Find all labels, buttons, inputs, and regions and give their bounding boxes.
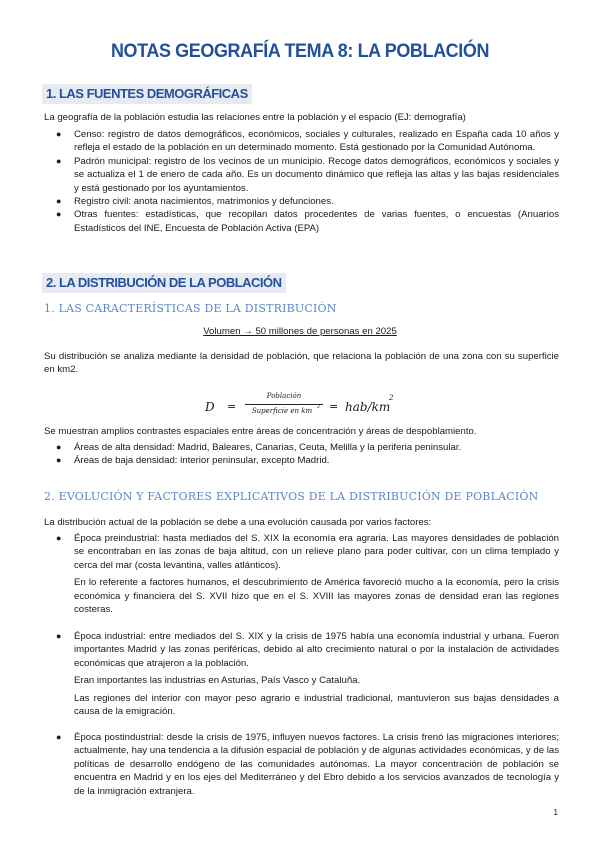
eras-list-postindustrial <box>56 731 559 798</box>
subsection-1-heading: 1. LAS CARACTERÍSTICAS DE LA DISTRIBUCIÓN <box>44 302 337 315</box>
eras-list <box>56 532 559 616</box>
sources-list <box>56 128 559 235</box>
volumen-line: Volumen → 50 millones de personas en 2025 <box>203 326 397 337</box>
bullet-icon: ● <box>56 442 62 452</box>
list-item: ● Otras fuentes: estadísticas, que recopilan datos procedentes de varias fuentes, o encuestas (Anuarios Estadísticos del INE, Encuesta de Población Activa (EPA) <box>56 209 559 234</box>
eras-list-industrial <box>56 630 559 718</box>
bullet-icon: ● <box>56 732 62 742</box>
bullet-icon: ● <box>56 129 62 139</box>
section-1-intro: La geografía de la población estudia las relaciones entre la población y el espacio (EJ: demografía) <box>44 112 466 123</box>
list-item: ● Áreas de baja densidad: interior peninsular, excepto Madrid. <box>56 455 330 467</box>
density-formula: D = Población Superficie en km 2 = hab/km 2 <box>205 392 394 415</box>
density-areas-list <box>56 441 559 468</box>
page-number: 1 <box>553 808 558 817</box>
contrasts-paragraph: Se muestran amplios contrastes espaciales entre áreas de concentración y áreas de despoblamiento. <box>44 426 477 437</box>
section-2-heading: 2. LA DISTRIBUCIÓN DE LA POBLACIÓN <box>42 273 286 293</box>
bullet-icon: ● <box>56 631 62 641</box>
section-1-heading: 1. LAS FUENTES DEMOGRÁFICAS <box>42 84 252 104</box>
list-item: ● Padrón municipal: registro de los vecinos de un municipio. Recoge datos demográficos, económicos y sociales y se actualiza el 1 de enero de cada año. Es un documento dinámico que refleja las altas y las bajas residenciales y está gestionado por los ayuntamientos. <box>56 155 559 194</box>
list-item: ● Época postindustrial: desde la crisis de 1975, influyen nuevos factores. La crisis frenó las migraciones interiores; actualmente, hay una tendencia a la difusión espacial de población y de algunas actividades económicas, y de las políticas de desarrollo endógeno de las comunidades autónomas. La mayor concentración de población se encuentra en Madrid y en los ejes del Mediterráneo y del Ebro debido a los servicios avanzados de tecnología y de la inmigración extranjera. <box>56 732 559 797</box>
bullet-icon: ● <box>56 533 62 543</box>
list-item: ● Época industrial: entre mediados del S. XIX y la crisis de 1975 había una economía industrial y urbana. Fueron importantes Madrid y las zonas periféricas, debido al alto crecimiento natural o por la instalación de actividades económicas que atrajeron a la población. Eran importantes las industrias en Asturias, País Vasco y Cataluña. Las regiones del interior con mayor peso agrario e industrial tradicional, mantuvieron sus bajas densidades a causa de la emigración. <box>56 631 559 718</box>
bullet-icon: ● <box>56 455 62 466</box>
density-paragraph: Su distribución se analiza mediante la densidad de población, que relaciona la población de una zona con su superficie en km2. <box>44 351 559 376</box>
bullet-icon: ● <box>56 209 62 220</box>
list-item: ● Época preindustrial: hasta mediados del S. XIX la economía era agraria. Las mayores densidades de población se encontraban en las zonas de baja altitud, con un relieve plano para poder cultivar, con un clima templado y cerca del mar (costa levantina, valles atlánticos). En lo referente a factores humanos, el descubrimiento de América favoreció mucho a la economía, pero la crisis económica y financiera del S. XVII hizo que en el S. XVIII las mayores zonas de densidad eran las regiones costeras. <box>56 533 559 616</box>
list-item: ● Áreas de alta densidad: Madrid, Baleares, Canarias, Ceuta, Melilla y la periferia peninsular. <box>56 442 462 453</box>
bullet-icon: ● <box>56 155 62 166</box>
page-title: NOTAS GEOGRAFÍA TEMA 8: LA POBLACIÓN <box>110 40 490 62</box>
list-item: ● Registro civil: anota nacimientos, matrimonios y defunciones. <box>56 196 334 208</box>
bullet-icon: ● <box>56 196 62 207</box>
subsection-2-heading: 2. EVOLUCIÓN Y FACTORES EXPLICATIVOS DE LA DISTRIBUCIÓN DE POBLACIÓN <box>44 490 539 503</box>
evolution-intro: La distribución actual de la población se debe a una evolución causada por varios factores: <box>44 517 432 528</box>
list-item: ● Censo: registro de datos demográficos, económicos, sociales y culturales, realizado en España cada 10 años y refleja el estado de la población en un determinado momento. Está gestionado por la Comunidad Autónoma. <box>56 129 559 154</box>
